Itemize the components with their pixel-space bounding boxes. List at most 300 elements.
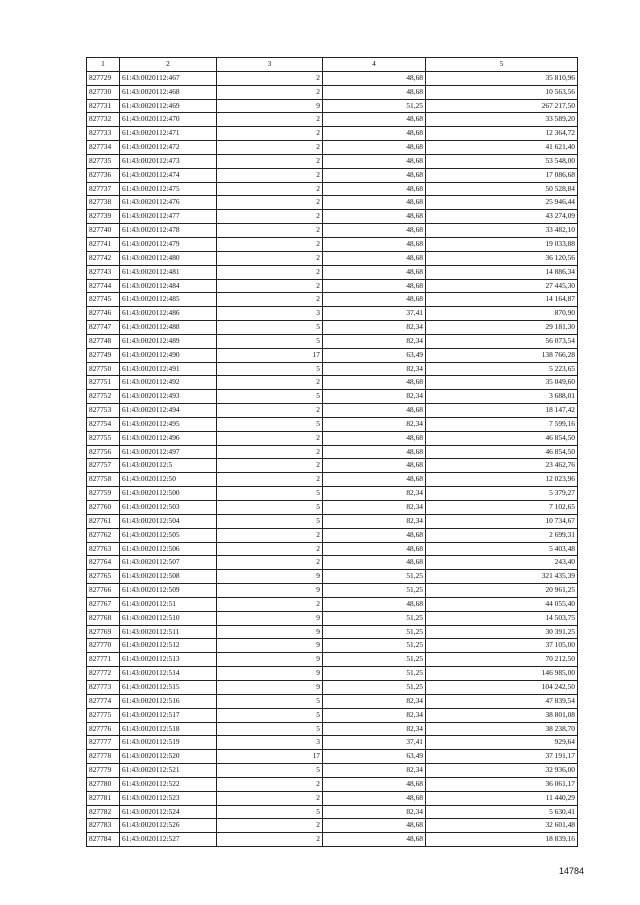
cadastral-number-cell: 61:43:0020112:517 [120, 708, 217, 722]
count-cell: 2 [217, 459, 323, 473]
row-id-cell: 827741 [87, 237, 120, 251]
table-row [87, 639, 578, 653]
value-cell: 11 440,29 [426, 791, 578, 805]
count-cell: 5 [217, 334, 323, 348]
value-cell: 32 601,48 [426, 819, 578, 833]
count-cell: 2 [217, 445, 323, 459]
row-id-cell: 827749 [87, 348, 120, 362]
cadastral-number-cell: 61:43:0020112:509 [120, 584, 217, 598]
count-cell: 2 [217, 542, 323, 556]
rate-cell: 48,68 [323, 113, 426, 127]
rate-cell: 48,68 [323, 279, 426, 293]
column-header-5: 5 [426, 58, 578, 72]
row-id-cell: 827776 [87, 722, 120, 736]
table-row [87, 750, 578, 764]
rate-cell: 48,68 [323, 71, 426, 85]
table-row [87, 570, 578, 584]
cadastral-number-cell: 61:43:0020112:511 [120, 625, 217, 639]
row-id-cell: 827779 [87, 764, 120, 778]
table-row [87, 514, 578, 528]
rate-cell: 82,34 [323, 805, 426, 819]
row-id-cell: 827765 [87, 570, 120, 584]
count-cell: 3 [217, 736, 323, 750]
cadastral-number-cell: 61:43:0020112:524 [120, 805, 217, 819]
count-cell: 2 [217, 71, 323, 85]
cadastral-number-cell: 61:43:0020112:506 [120, 542, 217, 556]
row-id-cell: 827758 [87, 473, 120, 487]
table-row [87, 154, 578, 168]
value-cell: 19 033,88 [426, 237, 578, 251]
row-id-cell: 827763 [87, 542, 120, 556]
table-row [87, 722, 578, 736]
value-cell: 18 147,42 [426, 404, 578, 418]
table-row [87, 542, 578, 556]
count-cell: 2 [217, 182, 323, 196]
value-cell: 53 548,00 [426, 154, 578, 168]
value-cell: 38 801,08 [426, 708, 578, 722]
value-cell: 37 191,17 [426, 750, 578, 764]
rate-cell: 63,49 [323, 750, 426, 764]
cadastral-number-cell: 61:43:0020112:485 [120, 293, 217, 307]
cadastral-number-cell: 61:43:0020112:495 [120, 417, 217, 431]
count-cell: 2 [217, 196, 323, 210]
column-header-2: 2 [120, 58, 217, 72]
table-row [87, 473, 578, 487]
table-row [87, 736, 578, 750]
rate-cell: 51,25 [323, 680, 426, 694]
rate-cell: 48,68 [323, 224, 426, 238]
rate-cell: 48,68 [323, 597, 426, 611]
count-cell: 2 [217, 279, 323, 293]
rate-cell: 82,34 [323, 514, 426, 528]
row-id-cell: 827764 [87, 556, 120, 570]
row-id-cell: 827731 [87, 99, 120, 113]
count-cell: 2 [217, 224, 323, 238]
row-id-cell: 827774 [87, 694, 120, 708]
value-cell: 43 274,09 [426, 210, 578, 224]
page-number: 14784 [558, 866, 584, 876]
rate-cell: 48,68 [323, 404, 426, 418]
table-row [87, 459, 578, 473]
rate-cell: 48,68 [323, 210, 426, 224]
rate-cell: 63,49 [323, 348, 426, 362]
value-cell: 20 961,25 [426, 584, 578, 598]
table-row [87, 708, 578, 722]
row-id-cell: 827755 [87, 431, 120, 445]
value-cell: 7 102,65 [426, 501, 578, 515]
row-id-cell: 827757 [87, 459, 120, 473]
value-cell: 929,64 [426, 736, 578, 750]
row-id-cell: 827782 [87, 805, 120, 819]
rate-cell: 51,25 [323, 611, 426, 625]
cadastral-number-cell: 61:43:0020112:504 [120, 514, 217, 528]
count-cell: 2 [217, 154, 323, 168]
table-row [87, 85, 578, 99]
rate-cell: 48,68 [323, 459, 426, 473]
count-cell: 2 [217, 85, 323, 99]
table-row [87, 653, 578, 667]
rate-cell: 48,68 [323, 528, 426, 542]
count-cell: 2 [217, 141, 323, 155]
rate-cell: 82,34 [323, 501, 426, 515]
row-id-cell: 827773 [87, 680, 120, 694]
count-cell: 5 [217, 362, 323, 376]
row-id-cell: 827769 [87, 625, 120, 639]
value-cell: 47 839,54 [426, 694, 578, 708]
cadastral-number-cell: 61:43:0020112:519 [120, 736, 217, 750]
value-cell: 5 223,65 [426, 362, 578, 376]
table-body [87, 71, 578, 846]
value-cell: 18 839,16 [426, 833, 578, 847]
table-row [87, 819, 578, 833]
register-table [86, 57, 578, 847]
cadastral-number-cell: 61:43:0020112:510 [120, 611, 217, 625]
table-row [87, 251, 578, 265]
cadastral-number-cell: 61:43:0020112:522 [120, 777, 217, 791]
count-cell: 2 [217, 791, 323, 805]
cadastral-number-cell: 61:43:0020112:491 [120, 362, 217, 376]
count-cell: 5 [217, 417, 323, 431]
value-cell: 46 854,50 [426, 431, 578, 445]
row-id-cell: 827783 [87, 819, 120, 833]
cadastral-number-cell: 61:43:0020112:5 [120, 459, 217, 473]
cadastral-number-cell: 61:43:0020112:473 [120, 154, 217, 168]
rate-cell: 82,34 [323, 321, 426, 335]
column-header-1: 1 [87, 58, 120, 72]
cadastral-number-cell: 61:43:0020112:475 [120, 182, 217, 196]
row-id-cell: 827735 [87, 154, 120, 168]
count-cell: 5 [217, 321, 323, 335]
row-id-cell: 827746 [87, 307, 120, 321]
table-row [87, 376, 578, 390]
rate-cell: 51,25 [323, 99, 426, 113]
table-row [87, 528, 578, 542]
table-row [87, 362, 578, 376]
cadastral-number-cell: 61:43:0020112:471 [120, 127, 217, 141]
rate-cell: 51,25 [323, 667, 426, 681]
table-row [87, 237, 578, 251]
rate-cell: 48,68 [323, 293, 426, 307]
table-row [87, 182, 578, 196]
cadastral-number-cell: 61:43:0020112:480 [120, 251, 217, 265]
value-cell: 104 242,50 [426, 680, 578, 694]
value-cell: 7 599,16 [426, 417, 578, 431]
value-cell: 46 854,50 [426, 445, 578, 459]
cadastral-number-cell: 61:43:0020112:515 [120, 680, 217, 694]
cadastral-number-cell: 61:43:0020112:494 [120, 404, 217, 418]
cadastral-number-cell: 61:43:0020112:486 [120, 307, 217, 321]
table-row [87, 805, 578, 819]
value-cell: 3 688,01 [426, 390, 578, 404]
rate-cell: 82,34 [323, 722, 426, 736]
cadastral-number-cell: 61:43:0020112:467 [120, 71, 217, 85]
row-id-cell: 827784 [87, 833, 120, 847]
cadastral-number-cell: 61:43:0020112:50 [120, 473, 217, 487]
row-id-cell: 827766 [87, 584, 120, 598]
cadastral-number-cell: 61:43:0020112:484 [120, 279, 217, 293]
value-cell: 5 630,41 [426, 805, 578, 819]
cadastral-number-cell: 61:43:0020112:516 [120, 694, 217, 708]
count-cell: 2 [217, 293, 323, 307]
cadastral-number-cell: 61:43:0020112:505 [120, 528, 217, 542]
table-row [87, 224, 578, 238]
row-id-cell: 827753 [87, 404, 120, 418]
rate-cell: 48,68 [323, 791, 426, 805]
row-id-cell: 827748 [87, 334, 120, 348]
count-cell: 5 [217, 501, 323, 515]
row-id-cell: 827781 [87, 791, 120, 805]
value-cell: 23 462,76 [426, 459, 578, 473]
table-row [87, 625, 578, 639]
rate-cell: 82,34 [323, 487, 426, 501]
count-cell: 2 [217, 237, 323, 251]
rate-cell: 48,68 [323, 141, 426, 155]
count-cell: 2 [217, 473, 323, 487]
row-id-cell: 827767 [87, 597, 120, 611]
table-row [87, 777, 578, 791]
rate-cell: 48,68 [323, 473, 426, 487]
count-cell: 9 [217, 570, 323, 584]
value-cell: 243,40 [426, 556, 578, 570]
count-cell: 3 [217, 307, 323, 321]
row-id-cell: 827729 [87, 71, 120, 85]
count-cell: 5 [217, 514, 323, 528]
rate-cell: 51,25 [323, 653, 426, 667]
count-cell: 2 [217, 431, 323, 445]
cadastral-number-cell: 61:43:0020112:513 [120, 653, 217, 667]
table-header [87, 58, 578, 72]
table-row [87, 348, 578, 362]
count-cell: 2 [217, 168, 323, 182]
table-row [87, 334, 578, 348]
value-cell: 25 946,44 [426, 196, 578, 210]
rate-cell: 48,68 [323, 182, 426, 196]
count-cell: 2 [217, 251, 323, 265]
row-id-cell: 827742 [87, 251, 120, 265]
cadastral-number-cell: 61:43:0020112:520 [120, 750, 217, 764]
row-id-cell: 827750 [87, 362, 120, 376]
value-cell: 37 105,00 [426, 639, 578, 653]
value-cell: 321 435,39 [426, 570, 578, 584]
value-cell: 12 364,72 [426, 127, 578, 141]
count-cell: 2 [217, 528, 323, 542]
value-cell: 17 086,68 [426, 168, 578, 182]
cadastral-number-cell: 61:43:0020112:481 [120, 265, 217, 279]
count-cell: 17 [217, 348, 323, 362]
value-cell: 44 055,40 [426, 597, 578, 611]
count-cell: 5 [217, 764, 323, 778]
value-cell: 870,90 [426, 307, 578, 321]
value-cell: 36 120,56 [426, 251, 578, 265]
table-row [87, 667, 578, 681]
table-row [87, 487, 578, 501]
rate-cell: 51,25 [323, 639, 426, 653]
table-row [87, 833, 578, 847]
count-cell: 9 [217, 584, 323, 598]
value-cell: 14 503,75 [426, 611, 578, 625]
rate-cell: 48,68 [323, 265, 426, 279]
table-row [87, 390, 578, 404]
count-cell: 9 [217, 639, 323, 653]
row-id-cell: 827751 [87, 376, 120, 390]
cadastral-number-cell: 61:43:0020112:470 [120, 113, 217, 127]
rate-cell: 82,34 [323, 417, 426, 431]
table-row [87, 279, 578, 293]
count-cell: 2 [217, 597, 323, 611]
rate-cell: 48,68 [323, 168, 426, 182]
table-row [87, 265, 578, 279]
count-cell: 2 [217, 376, 323, 390]
cadastral-number-cell: 61:43:0020112:523 [120, 791, 217, 805]
rate-cell: 48,68 [323, 777, 426, 791]
rate-cell: 48,68 [323, 154, 426, 168]
count-cell: 2 [217, 404, 323, 418]
value-cell: 5 403,48 [426, 542, 578, 556]
cadastral-number-cell: 61:43:0020112:474 [120, 168, 217, 182]
cadastral-number-cell: 61:43:0020112:526 [120, 819, 217, 833]
table-row [87, 694, 578, 708]
column-header-4: 4 [323, 58, 426, 72]
cadastral-number-cell: 61:43:0020112:479 [120, 237, 217, 251]
cadastral-number-cell: 61:43:0020112:51 [120, 597, 217, 611]
count-cell: 5 [217, 487, 323, 501]
value-cell: 29 181,30 [426, 321, 578, 335]
rate-cell: 51,25 [323, 584, 426, 598]
count-cell: 5 [217, 694, 323, 708]
value-cell: 2 699,31 [426, 528, 578, 542]
rate-cell: 48,68 [323, 85, 426, 99]
value-cell: 267 217,50 [426, 99, 578, 113]
table-row [87, 597, 578, 611]
value-cell: 36 061,17 [426, 777, 578, 791]
value-cell: 10 563,56 [426, 85, 578, 99]
rate-cell: 48,68 [323, 196, 426, 210]
row-id-cell: 827740 [87, 224, 120, 238]
row-id-cell: 827780 [87, 777, 120, 791]
row-id-cell: 827761 [87, 514, 120, 528]
rate-cell: 48,68 [323, 833, 426, 847]
row-id-cell: 827737 [87, 182, 120, 196]
row-id-cell: 827739 [87, 210, 120, 224]
rate-cell: 82,34 [323, 334, 426, 348]
row-id-cell: 827743 [87, 265, 120, 279]
cadastral-number-cell: 61:43:0020112:521 [120, 764, 217, 778]
table-row [87, 307, 578, 321]
rate-cell: 82,34 [323, 764, 426, 778]
table-row [87, 791, 578, 805]
table-row [87, 501, 578, 515]
row-id-cell: 827777 [87, 736, 120, 750]
cadastral-number-cell: 61:43:0020112:468 [120, 85, 217, 99]
count-cell: 5 [217, 805, 323, 819]
value-cell: 41 621,40 [426, 141, 578, 155]
table-row [87, 168, 578, 182]
count-cell: 2 [217, 113, 323, 127]
cadastral-number-cell: 61:43:0020112:477 [120, 210, 217, 224]
row-id-cell: 827744 [87, 279, 120, 293]
value-cell: 5 379,27 [426, 487, 578, 501]
table-row [87, 127, 578, 141]
cadastral-number-cell: 61:43:0020112:507 [120, 556, 217, 570]
row-id-cell: 827772 [87, 667, 120, 681]
value-cell: 138 766,28 [426, 348, 578, 362]
rate-cell: 82,34 [323, 362, 426, 376]
count-cell: 2 [217, 210, 323, 224]
value-cell: 12 023,96 [426, 473, 578, 487]
cadastral-number-cell: 61:43:0020112:512 [120, 639, 217, 653]
count-cell: 9 [217, 653, 323, 667]
row-id-cell: 827759 [87, 487, 120, 501]
table-row [87, 71, 578, 85]
cadastral-number-cell: 61:43:0020112:478 [120, 224, 217, 238]
rate-cell: 48,68 [323, 819, 426, 833]
rate-cell: 48,68 [323, 542, 426, 556]
table-row [87, 556, 578, 570]
rate-cell: 37,41 [323, 307, 426, 321]
rate-cell: 51,25 [323, 570, 426, 584]
value-cell: 35 810,96 [426, 71, 578, 85]
count-cell: 2 [217, 819, 323, 833]
table-row [87, 431, 578, 445]
cadastral-number-cell: 61:43:0020112:492 [120, 376, 217, 390]
table-row [87, 293, 578, 307]
row-id-cell: 827770 [87, 639, 120, 653]
table-row [87, 764, 578, 778]
cadastral-number-cell: 61:43:0020112:503 [120, 501, 217, 515]
value-cell: 33 589,20 [426, 113, 578, 127]
row-id-cell: 827747 [87, 321, 120, 335]
table-row [87, 611, 578, 625]
table-row [87, 584, 578, 598]
count-cell: 2 [217, 127, 323, 141]
count-cell: 9 [217, 625, 323, 639]
cadastral-number-cell: 61:43:0020112:469 [120, 99, 217, 113]
cadastral-number-cell: 61:43:0020112:497 [120, 445, 217, 459]
row-id-cell: 827771 [87, 653, 120, 667]
table-row [87, 99, 578, 113]
row-id-cell: 827732 [87, 113, 120, 127]
count-cell: 9 [217, 680, 323, 694]
rate-cell: 48,68 [323, 127, 426, 141]
table-row [87, 680, 578, 694]
count-cell: 2 [217, 777, 323, 791]
count-cell: 5 [217, 708, 323, 722]
row-id-cell: 827754 [87, 417, 120, 431]
table-row [87, 321, 578, 335]
value-cell: 30 391,25 [426, 625, 578, 639]
value-cell: 33 482,10 [426, 224, 578, 238]
table-row [87, 113, 578, 127]
value-cell: 14 886,34 [426, 265, 578, 279]
count-cell: 5 [217, 390, 323, 404]
count-cell: 2 [217, 265, 323, 279]
row-id-cell: 827738 [87, 196, 120, 210]
value-cell: 56 073,54 [426, 334, 578, 348]
table-row [87, 141, 578, 155]
row-id-cell: 827745 [87, 293, 120, 307]
value-cell: 14 164,87 [426, 293, 578, 307]
count-cell: 2 [217, 556, 323, 570]
row-id-cell: 827756 [87, 445, 120, 459]
count-cell: 9 [217, 667, 323, 681]
value-cell: 32 936,00 [426, 764, 578, 778]
value-cell: 35 049,60 [426, 376, 578, 390]
count-cell: 5 [217, 722, 323, 736]
rate-cell: 48,68 [323, 431, 426, 445]
value-cell: 38 238,70 [426, 722, 578, 736]
column-header-3: 3 [217, 58, 323, 72]
table-row [87, 404, 578, 418]
